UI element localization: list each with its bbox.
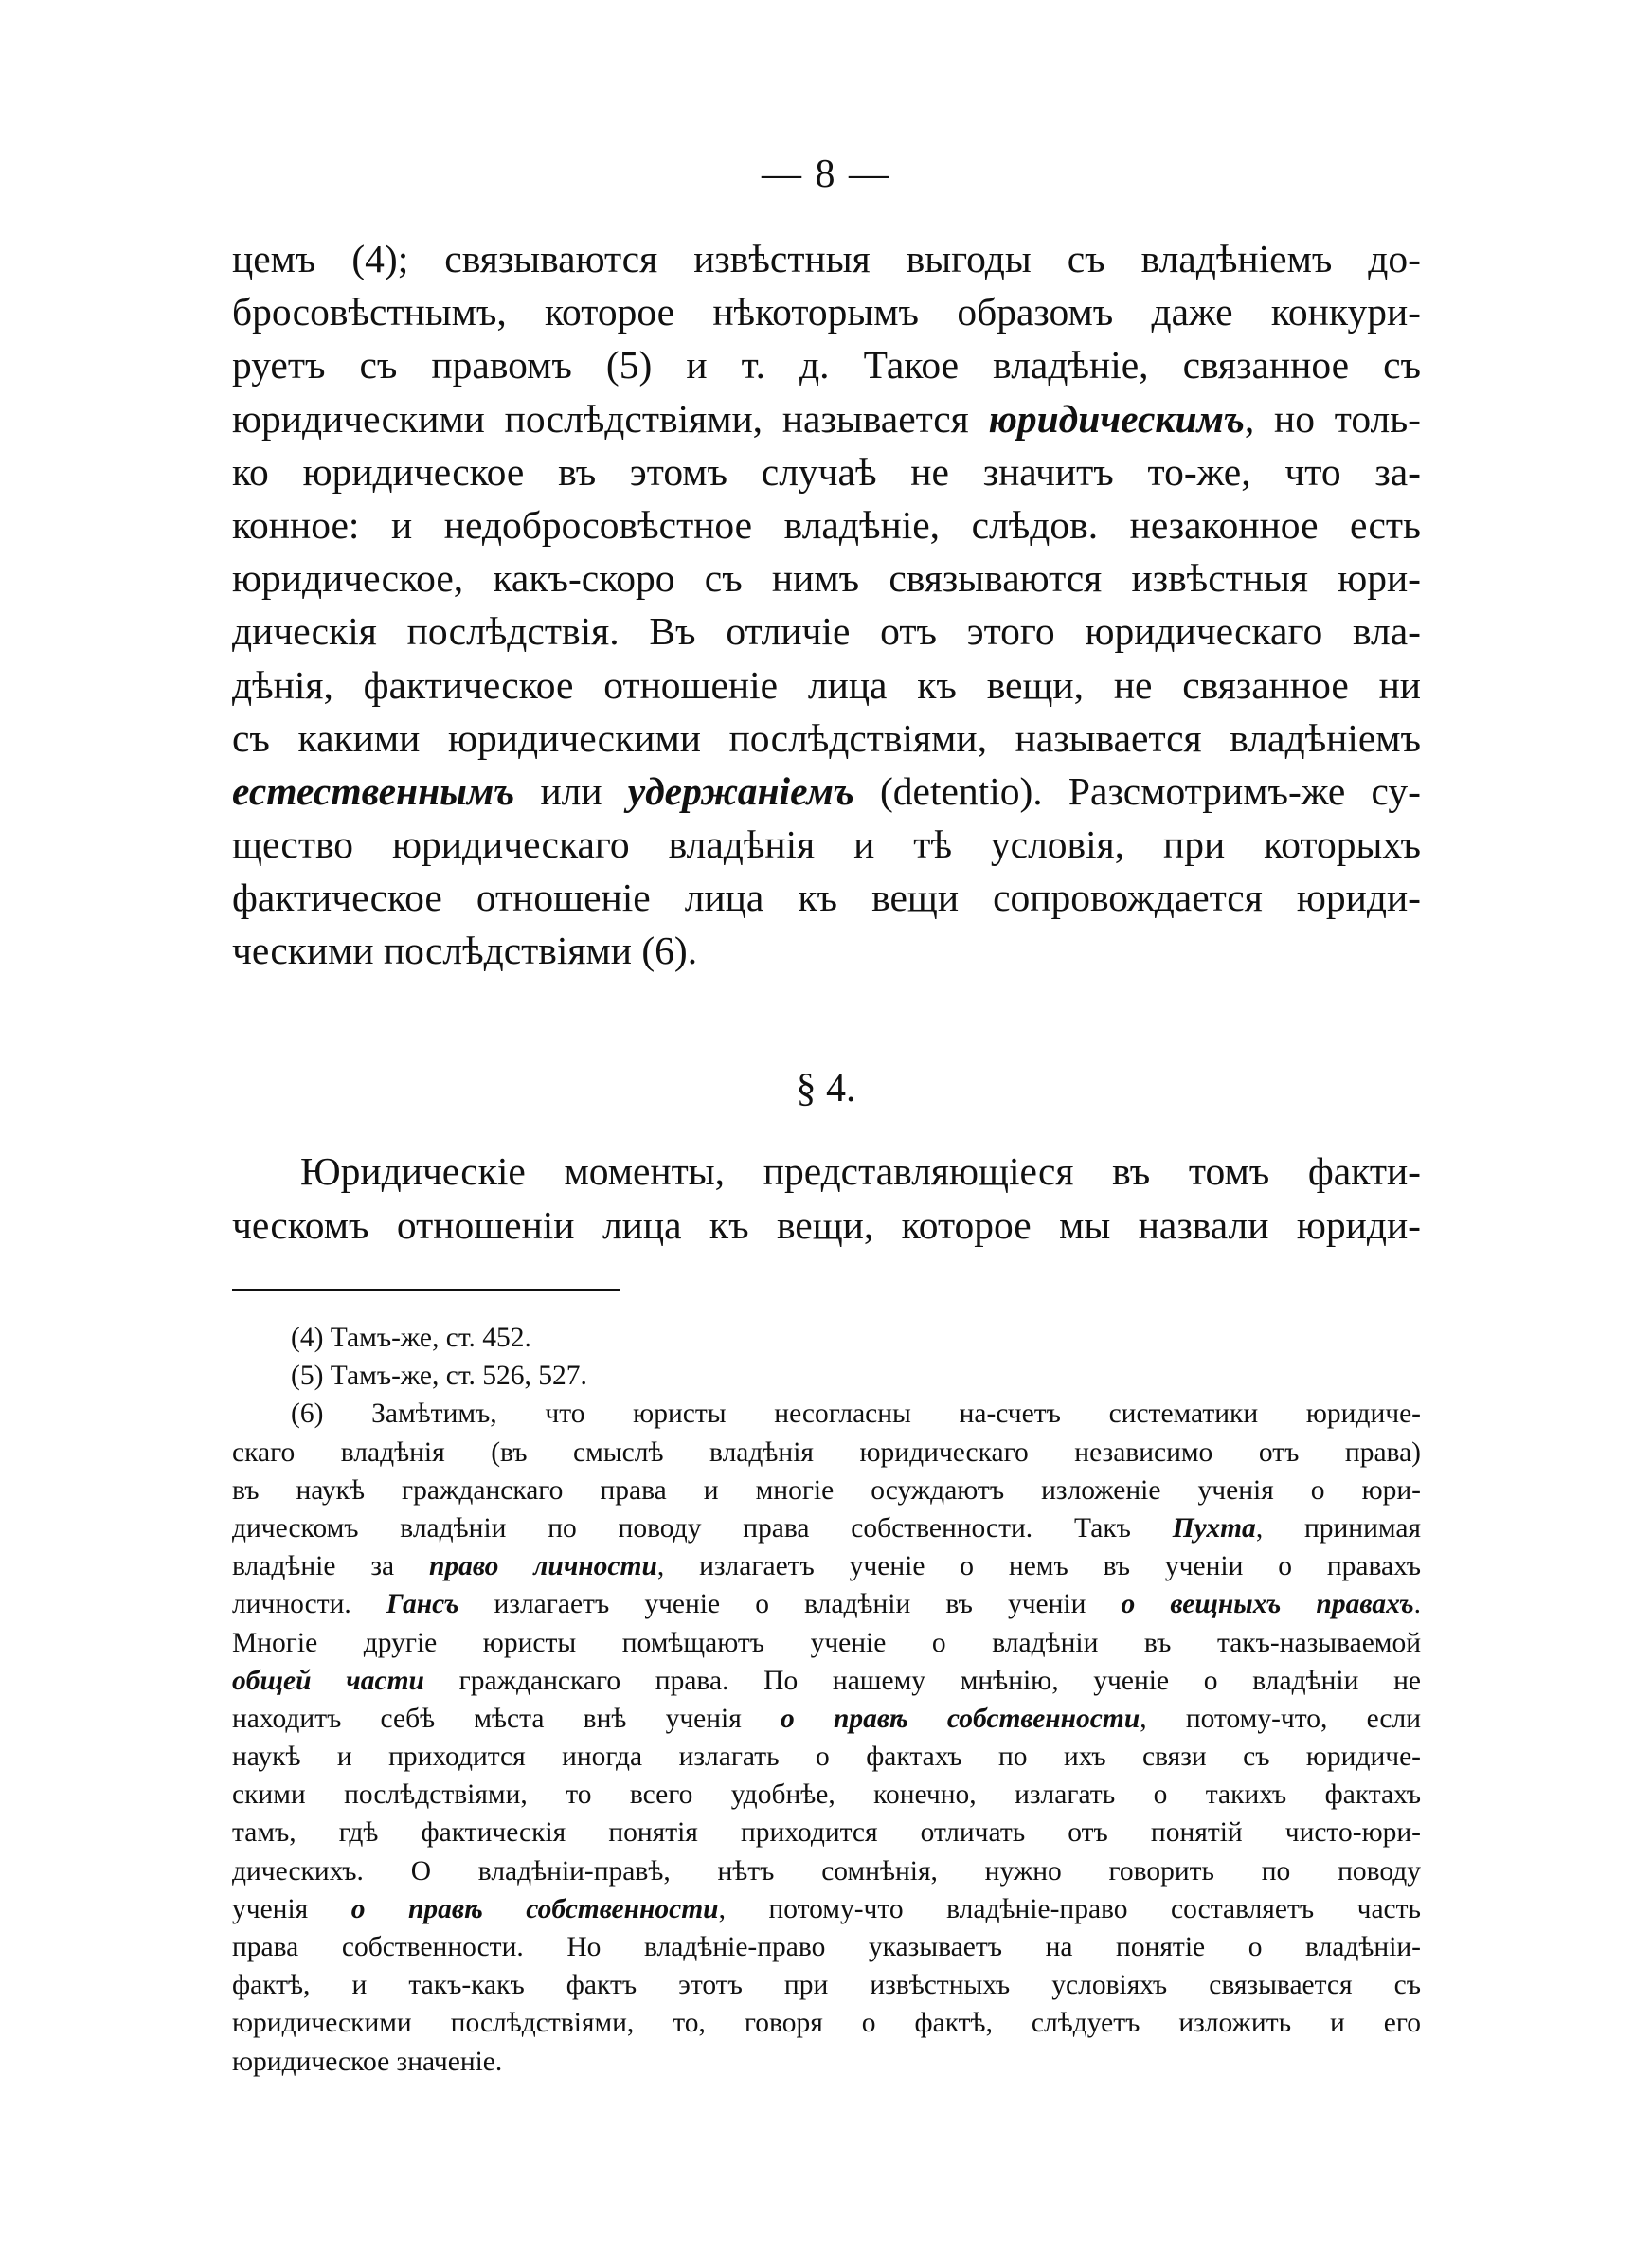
footnote-6-line: тамъ, гдѣ фактическія понятія приходится отличать отъ понятій чисто-юри- (232, 1817, 1421, 1849)
footnote-6-line: скими послѣдствіями, то всего удобнѣе, конечно, излагать о такихъ фактахъ (232, 1779, 1421, 1811)
text-line: юридическое, какъ-скоро съ нимъ связываются извѣстныя юри- (232, 556, 1421, 601)
text-line: ко юридическое въ этомъ случаѣ не значитъ то-же, что за- (232, 449, 1421, 494)
section-heading: § 4. (796, 1067, 856, 1110)
footnote-6-line: дическомъ владѣніи по поводу права собственности. Такъ Пухта, принимая (232, 1512, 1421, 1544)
footnote-6-line: юридическими послѣдствіями, то, говоря о фактѣ, слѣдуетъ изложить и его (232, 2008, 1421, 2039)
footnote-6-line: Многіе другіе юристы помѣщаютъ ученіе о владѣніи въ такъ-называемой (232, 1627, 1421, 1658)
footnote-4: (4) Тамъ-же, ст. 452. (291, 1323, 531, 1353)
footnotes (232, 1319, 1421, 2081)
page-number: — 8 — (762, 153, 890, 196)
footnote-6-line: личности. Гансъ излагаетъ ученіе о владѣніи въ ученіи о вещныхъ правахъ. (232, 1589, 1421, 1620)
text-line: щество юридическаго владѣнія и тѣ условія, при которыхъ (232, 822, 1421, 867)
footnote-6-line: общей части гражданскаго права. По нашему мнѣнію, ученіе о владѣніи не (232, 1665, 1421, 1696)
footnote-6-line: (6) Замѣтимъ, что юристы несогласны на-счетъ систематики юридиче- (291, 1399, 1421, 1430)
footnote-6-line: фактѣ, и такъ-какъ фактъ этотъ при извѣстныхъ условіяхъ связывается съ (232, 1970, 1421, 2001)
text-line: естественнымъ или удержаніемъ (detentio). Разсмотримъ-же су- (232, 768, 1421, 813)
text-line: дѣнія, фактическое отношеніе лица къ вещи, не связанное ни (232, 662, 1421, 707)
footnote-6-line: права собственности. Но владѣніе-право указываетъ на понятіе о владѣніи- (232, 1932, 1421, 1962)
text-line: фактическое отношеніе лица къ вещи сопровождается юриди- (232, 876, 1421, 920)
footnote-5: (5) Тамъ-же, ст. 526, 527. (291, 1361, 587, 1392)
main-paragraph (232, 232, 1421, 978)
footnote-6-line: находитъ себѣ мѣста внѣ ученія о правѣ собственности, потому-что, если (232, 1703, 1422, 1734)
section-paragraph (232, 1145, 1421, 1253)
footnote-divider (232, 1289, 620, 1291)
text-line: ческими послѣдствіями (6). (232, 929, 698, 973)
footnote-6-line: юридическое значеніе. (232, 2046, 503, 2077)
text-line: Юридическіе моменты, представляющіеся въ томъ факти- (300, 1149, 1421, 1193)
text-line: бросовѣстнымъ, которое нѣкоторымъ образомъ даже конкури- (232, 290, 1421, 334)
footnote-6-line: ученія о правѣ собственности, потому-что владѣніе-право составляетъ часть (232, 1893, 1421, 1924)
footnote-6-line: наукѣ и приходится иногда излагать о фактахъ по ихъ связи съ юридиче- (232, 1742, 1421, 1773)
footnote-6-line: дическихъ. О владѣніи-правѣ, нѣтъ сомнѣнія, нужно говорить по поводу (232, 1855, 1421, 1887)
text-line: руетъ съ правомъ (5) и т. д. Такое владѣніе, связанное съ (232, 343, 1421, 388)
text-line: конное: и недобросовѣстное владѣніе, слѣдов. незаконное есть (232, 502, 1421, 547)
text-line: ческомъ отношеніи лица къ вещи, которое мы назвали юриди- (232, 1203, 1421, 1247)
footnote-6-line: въ наукѣ гражданскаго права и многіе осуждаютъ изложеніе ученія о юри- (232, 1474, 1421, 1506)
text-line: съ какими юридическими послѣдствіями, называется владѣніемъ (232, 715, 1421, 760)
text-line: дическія послѣдствія. Въ отличіе отъ этого юридическаго вла- (232, 609, 1421, 654)
text-line: цемъ (4); связываются извѣстныя выгоды съ владѣніемъ до- (232, 237, 1421, 280)
text-line: юридическими послѣдствіями, называется юридическимъ, но толь- (232, 396, 1421, 441)
footnote-6-line: владѣніе за право личности, излагаетъ ученіе о немъ въ ученіи о правахъ (232, 1551, 1421, 1582)
footnote-6-line: скаго владѣнія (въ смыслѣ владѣнія юридическаго независимо отъ права) (232, 1436, 1421, 1468)
